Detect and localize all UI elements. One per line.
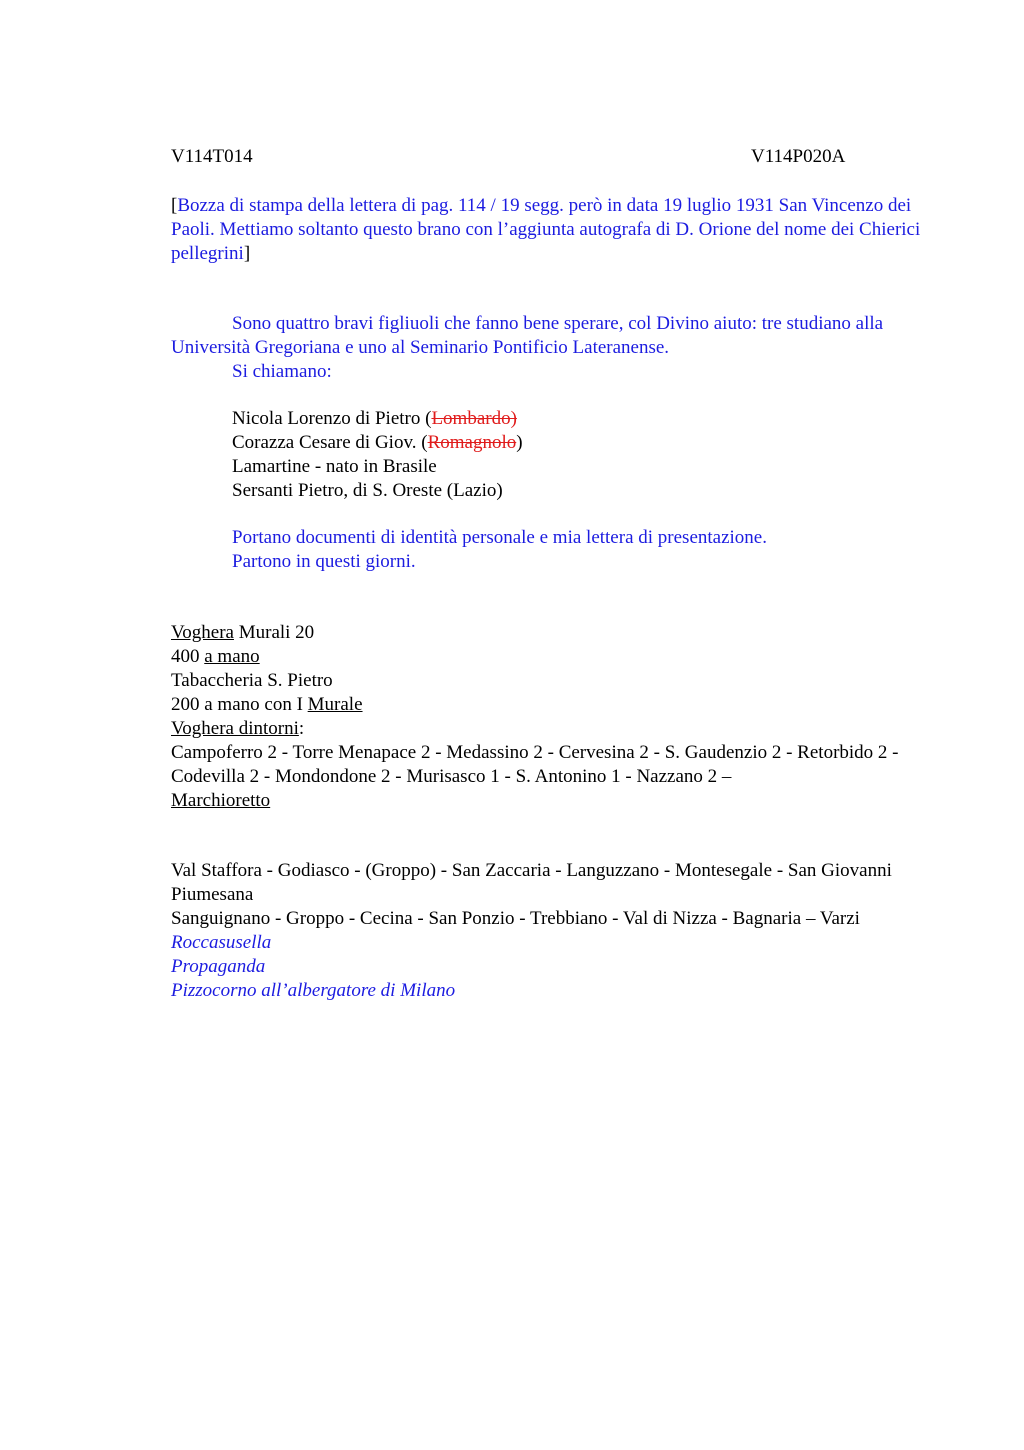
- towns-list-underlined: Marchioretto: [171, 790, 271, 811]
- note-line: Tabaccheria S. Pietro: [171, 670, 333, 691]
- name-line: Corazza Cesare di Giov. (Romagnolo): [232, 432, 523, 453]
- names-intro: Si chiamano:: [232, 361, 332, 382]
- valley-block: [171, 859, 931, 1003]
- note-line: 200 a mano con I Murale: [171, 694, 363, 715]
- struck-region: Romagnolo: [427, 432, 517, 453]
- letter-paragraph: Sono quattro bravi figliuoli che fanno bene sperare, col Divino aiuto: tre studiano alla Università Gregoriana e uno al Seminario Pontificio Lateranense.: [171, 313, 884, 358]
- valley-line-2: Sanguignano - Groppo - Cecina - San Ponzio - Trebbiano - Val di Nizza - Bagnaria – Varzi: [171, 908, 860, 929]
- intro-note: [171, 194, 931, 266]
- note-line: Voghera dintorni:: [171, 718, 305, 739]
- letter-body: [171, 312, 931, 384]
- header-codes: [171, 145, 931, 169]
- header-left-code: V114T014: [171, 146, 253, 167]
- italic-line-1: Roccasusella: [171, 932, 272, 953]
- italic-line-2: Propaganda: [171, 956, 266, 977]
- closing-line-1: Portano documenti di identità personale e mia lettera di presentazione.: [232, 527, 767, 548]
- intro-open-bracket: [: [171, 195, 178, 216]
- name-line: Nicola Lorenzo di Pietro (Lombardo): [232, 408, 517, 429]
- letter-closing: [171, 526, 931, 574]
- header-right-code: V114P020A: [751, 146, 846, 167]
- valley-line-1: Val Staffora - Godiasco - (Groppo) - San Zaccaria - Languzzano - Montesegale - San Giovanni Piumesana: [171, 860, 892, 905]
- struck-region: Lombardo): [431, 408, 517, 429]
- closing-line-2: Partono in questi giorni.: [232, 551, 416, 572]
- note-line: 400 a mano: [171, 646, 260, 667]
- names-list: [171, 407, 931, 503]
- towns-list: Campoferro 2 - Torre Menapace 2 - Medassino 2 - Cervesina 2 - S. Gaudenzio 2 - Retorbido 2 - Codevilla 2 - Mondondone 2 - Murisasco 1 - S. Antonino 1 - Nazzano 2 –: [171, 742, 899, 787]
- name-line: Sersanti Pietro, di S. Oreste (Lazio): [232, 480, 503, 501]
- document-page: [171, 145, 931, 1001]
- name-line: Lamartine - nato in Brasile: [232, 456, 437, 477]
- notes-block: [171, 621, 931, 813]
- italic-line-3: Pizzocorno all’albergatore di Milano: [171, 980, 456, 1001]
- intro-close-bracket: ]: [243, 243, 251, 264]
- note-line: Voghera Murali 20: [171, 622, 315, 643]
- intro-text: Bozza di stampa della lettera di pag. 114 / 19 segg. però in data 19 luglio 1931 San Vincenzo dei Paoli. Mettiamo soltanto questo brano con l’aggiunta autografa di D. Orione del nome dei Chierici pellegrini: [171, 195, 921, 264]
